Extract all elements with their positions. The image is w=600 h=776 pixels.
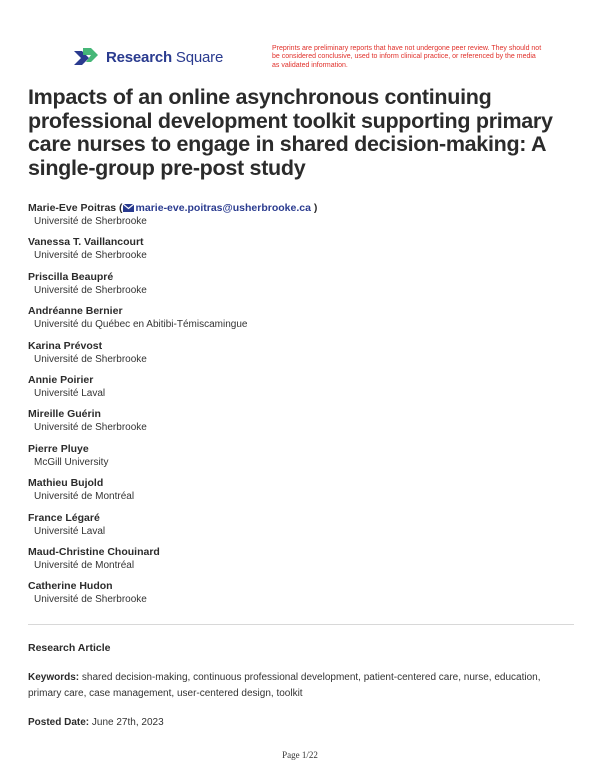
section-divider xyxy=(28,624,574,625)
author-affiliation: Université de Montréal xyxy=(34,491,135,503)
author-name: Annie Poirier xyxy=(28,373,94,386)
author-affiliation: Université de Montréal xyxy=(34,559,135,571)
author-affiliation: Université du Québec en Abitibi-Témiscamingue xyxy=(34,319,248,331)
author-name: Maud-Christine Chouinard xyxy=(28,545,160,558)
author-affiliation: Université de Sherbrooke xyxy=(34,216,147,227)
author-entry xyxy=(28,511,568,545)
keywords-text: shared decision-making, continuous professional development, patient-centered care, nurse, education, primary care, case management, user-centered design, toolkit xyxy=(28,672,541,699)
posted-date-label: Posted Date: xyxy=(28,717,90,728)
mail-icon xyxy=(123,204,134,212)
author-affiliation: Université de Sherbrooke xyxy=(34,594,147,606)
author-entry xyxy=(28,373,568,407)
author-name: Mireille Guérin xyxy=(28,408,101,421)
corresponding-author xyxy=(28,201,568,235)
brand-name: Research Square xyxy=(106,48,224,66)
author-affiliation: McGill University xyxy=(34,456,109,468)
posted-date-section xyxy=(28,717,164,728)
author-list xyxy=(28,201,568,614)
author-entry xyxy=(28,579,568,613)
author-entry xyxy=(28,476,568,510)
author-affiliation: Université de Sherbrooke xyxy=(34,284,147,296)
author-name: Vanessa T. Vaillancourt xyxy=(28,236,144,249)
paper-title: Impacts of an online asynchronous continuing professional development toolkit supporting primary care nurses to engage in shared decision-making: A single-group pre-post study xyxy=(28,85,553,180)
email-paren-open: ( xyxy=(119,202,123,214)
author-entry xyxy=(28,304,568,338)
author-name: Pierre Pluye xyxy=(28,442,89,455)
preprint-disclaimer: Preprints are preliminary reports that have not undergone peer review. They should not be considered conclusive, used to inform clinical practice, or referenced by the media as validated information. xyxy=(272,45,542,69)
keywords-label: Keywords: xyxy=(28,672,80,683)
article-type: Research Article xyxy=(28,642,111,654)
author-affiliation: Université Laval xyxy=(34,525,106,537)
author-name: Priscilla Beaupré xyxy=(28,270,114,283)
author-affiliation: Université de Sherbrooke xyxy=(34,353,147,365)
author-entry xyxy=(28,442,568,476)
author-entry xyxy=(28,339,568,373)
author-entry xyxy=(28,235,568,269)
author-entry xyxy=(28,270,568,304)
author-entry xyxy=(28,407,568,441)
author-entry xyxy=(28,545,568,579)
author-affiliation: Université de Sherbrooke xyxy=(34,422,147,434)
author-name: Karina Prévost xyxy=(28,339,103,352)
author-name: Andréanne Bernier xyxy=(28,305,123,318)
author-name: Catherine Hudon xyxy=(28,580,113,593)
email-paren-close: ) xyxy=(310,202,318,214)
page-number: Page 1/22 xyxy=(282,750,318,760)
research-square-logo-icon xyxy=(74,48,98,66)
posted-date: June 27th, 2023 xyxy=(91,717,164,728)
author-name: France Légaré xyxy=(28,511,100,524)
author-affiliation: Université Laval xyxy=(34,387,106,399)
keywords-section xyxy=(28,670,574,702)
author-affiliation: Université de Sherbrooke xyxy=(34,250,147,262)
research-square-logo[interactable] xyxy=(74,48,223,66)
author-email: marie-eve.poitras@usherbrooke.ca xyxy=(135,202,311,214)
author-email-link[interactable] xyxy=(123,202,311,214)
author-name: Mathieu Bujold xyxy=(28,477,104,490)
author-name: Marie-Eve Poitras xyxy=(28,202,117,214)
